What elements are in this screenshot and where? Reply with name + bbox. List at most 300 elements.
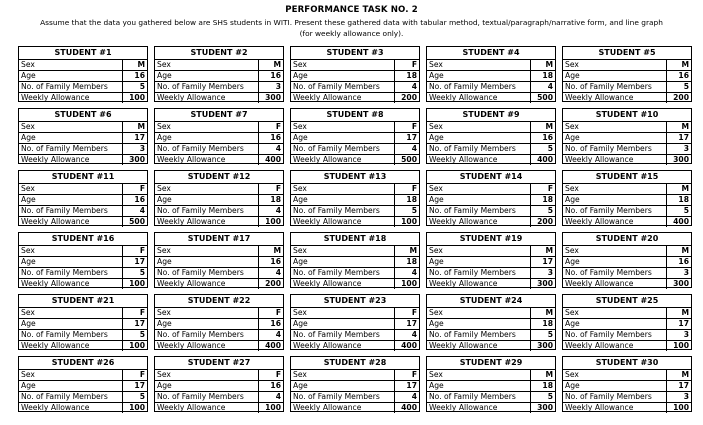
field-value: 4	[411, 82, 417, 91]
field-label: Sex	[563, 246, 667, 256]
field-label: No. of Family Members	[155, 144, 259, 154]
field-row-sex	[19, 122, 147, 133]
field-value: 500	[401, 155, 417, 164]
field-row-age	[291, 71, 419, 82]
field-value: 5	[547, 392, 553, 401]
field-row-age	[291, 381, 419, 392]
field-row-family	[155, 82, 283, 93]
field-value: 100	[401, 279, 417, 288]
field-label: No. of Family Members	[291, 392, 395, 402]
field-value: 17	[134, 319, 145, 328]
field-value: 4	[275, 392, 281, 401]
field-row-family	[155, 392, 283, 403]
field-row-allowance	[19, 217, 147, 227]
field-row-family	[427, 206, 555, 217]
field-value: 17	[134, 133, 145, 142]
field-label: Age	[563, 381, 667, 391]
field-value: 18	[406, 257, 417, 266]
field-value: 18	[270, 195, 281, 204]
field-value: 300	[265, 93, 281, 102]
field-label: No. of Family Members	[19, 392, 123, 402]
field-row-allowance	[563, 155, 691, 165]
student-card	[426, 46, 556, 102]
field-label: Sex	[563, 308, 667, 318]
field-value: 3	[683, 392, 689, 401]
field-row-family	[19, 392, 147, 403]
field-row-allowance	[291, 217, 419, 227]
student-card	[426, 170, 556, 226]
field-row-age	[155, 319, 283, 330]
field-value: 200	[265, 279, 281, 288]
field-row-sex	[291, 122, 419, 133]
field-row-family	[291, 82, 419, 93]
field-value: 4	[411, 144, 417, 153]
field-row-sex	[291, 60, 419, 71]
student-card	[562, 108, 692, 164]
field-value: 300	[129, 155, 145, 164]
field-row-allowance	[19, 155, 147, 165]
student-name: STUDENT #11	[19, 171, 147, 184]
field-label: No. of Family Members	[291, 82, 395, 92]
field-row-age	[563, 195, 691, 206]
field-value: 4	[411, 392, 417, 401]
field-label: Weekly Allowance	[563, 403, 667, 413]
field-row-family	[155, 268, 283, 279]
field-row-allowance	[19, 341, 147, 351]
field-label: Age	[291, 319, 395, 329]
field-row-family	[563, 144, 691, 155]
field-row-age	[19, 381, 147, 392]
field-value: M	[137, 60, 145, 69]
field-value: F	[411, 370, 417, 379]
field-row-age	[19, 71, 147, 82]
field-label: Sex	[291, 60, 395, 70]
field-label: No. of Family Members	[19, 268, 123, 278]
student-card	[426, 294, 556, 350]
student-card	[18, 108, 148, 164]
field-row-sex	[427, 184, 555, 195]
field-value: M	[681, 308, 689, 317]
field-value: M	[137, 122, 145, 131]
field-row-sex	[427, 246, 555, 257]
field-row-allowance	[563, 279, 691, 289]
field-label: Age	[427, 381, 531, 391]
field-label: No. of Family Members	[19, 82, 123, 92]
field-label: Weekly Allowance	[563, 279, 667, 289]
field-row-age	[19, 195, 147, 206]
student-card	[154, 356, 284, 412]
field-label: Weekly Allowance	[563, 341, 667, 351]
field-value: F	[275, 308, 281, 317]
field-value: 400	[673, 217, 689, 226]
student-name: STUDENT #17	[155, 233, 283, 246]
student-name: STUDENT #23	[291, 295, 419, 308]
student-card	[290, 232, 420, 288]
field-label: Sex	[427, 308, 531, 318]
field-label: Weekly Allowance	[19, 217, 123, 227]
field-value: 3	[275, 82, 281, 91]
field-label: Sex	[427, 122, 531, 132]
field-label: No. of Family Members	[427, 392, 531, 402]
field-label: Age	[291, 133, 395, 143]
field-value: 18	[406, 71, 417, 80]
field-label: Weekly Allowance	[563, 93, 667, 103]
field-row-age	[155, 71, 283, 82]
student-card	[562, 46, 692, 102]
student-name: STUDENT #22	[155, 295, 283, 308]
field-row-allowance	[19, 403, 147, 413]
field-value: 17	[134, 381, 145, 390]
student-name: STUDENT #19	[427, 233, 555, 246]
field-value: 400	[401, 341, 417, 350]
field-value: 400	[265, 155, 281, 164]
field-value: 5	[139, 82, 145, 91]
field-value: 100	[265, 217, 281, 226]
student-card	[18, 46, 148, 102]
field-label: Age	[427, 257, 531, 267]
field-label: Weekly Allowance	[19, 93, 123, 103]
field-row-sex	[563, 246, 691, 257]
student-card	[18, 356, 148, 412]
field-row-family	[427, 144, 555, 155]
field-label: Sex	[19, 60, 123, 70]
field-value: 5	[411, 206, 417, 215]
field-row-allowance	[291, 279, 419, 289]
field-value: 17	[406, 381, 417, 390]
field-value: M	[681, 122, 689, 131]
field-row-sex	[427, 370, 555, 381]
field-label: No. of Family Members	[427, 144, 531, 154]
field-label: Sex	[427, 370, 531, 380]
field-row-sex	[291, 370, 419, 381]
field-label: Age	[155, 71, 259, 81]
field-row-sex	[155, 122, 283, 133]
field-row-age	[291, 133, 419, 144]
field-label: Age	[563, 71, 667, 81]
field-row-sex	[427, 122, 555, 133]
page-title: PERFORMANCE TASK NO. 2	[285, 5, 418, 15]
field-row-age	[19, 133, 147, 144]
field-value: 17	[406, 133, 417, 142]
field-row-sex	[155, 184, 283, 195]
field-label: Weekly Allowance	[563, 155, 667, 165]
field-label: No. of Family Members	[155, 330, 259, 340]
field-row-allowance	[563, 403, 691, 413]
field-row-age	[155, 257, 283, 268]
field-row-family	[19, 144, 147, 155]
field-label: Age	[563, 133, 667, 143]
student-name: STUDENT #9	[427, 109, 555, 122]
field-value: 400	[401, 403, 417, 412]
student-name: STUDENT #24	[427, 295, 555, 308]
field-value: 3	[139, 144, 145, 153]
student-name: STUDENT #2	[155, 47, 283, 60]
field-label: Age	[427, 71, 531, 81]
field-value: 17	[542, 257, 553, 266]
field-row-allowance	[155, 403, 283, 413]
field-row-family	[155, 330, 283, 341]
student-name: STUDENT #7	[155, 109, 283, 122]
field-label: No. of Family Members	[563, 268, 667, 278]
field-row-age	[427, 133, 555, 144]
field-value: 100	[129, 341, 145, 350]
field-row-age	[19, 257, 147, 268]
field-label: Age	[427, 133, 531, 143]
field-row-allowance	[155, 217, 283, 227]
field-value: M	[545, 246, 553, 255]
field-row-allowance	[427, 217, 555, 227]
field-label: Sex	[155, 122, 259, 132]
field-label: Age	[155, 133, 259, 143]
field-value: 3	[547, 268, 553, 277]
field-value: M	[681, 184, 689, 193]
field-value: 200	[537, 217, 553, 226]
student-name: STUDENT #27	[155, 357, 283, 370]
student-name: STUDENT #30	[563, 357, 691, 370]
field-label: No. of Family Members	[155, 206, 259, 216]
field-label: No. of Family Members	[563, 330, 667, 340]
field-label: Weekly Allowance	[427, 93, 531, 103]
field-row-age	[155, 133, 283, 144]
field-label: No. of Family Members	[291, 144, 395, 154]
student-name: STUDENT #6	[19, 109, 147, 122]
field-row-sex	[155, 370, 283, 381]
field-value: 18	[542, 381, 553, 390]
student-name: STUDENT #14	[427, 171, 555, 184]
field-row-age	[427, 71, 555, 82]
field-label: Sex	[563, 184, 667, 194]
field-row-family	[427, 392, 555, 403]
field-row-sex	[563, 370, 691, 381]
field-value: F	[411, 122, 417, 131]
field-label: Weekly Allowance	[427, 341, 531, 351]
student-card	[290, 46, 420, 102]
field-value: 5	[139, 392, 145, 401]
field-value: 16	[134, 195, 145, 204]
student-name: STUDENT #28	[291, 357, 419, 370]
field-label: Age	[19, 195, 123, 205]
field-value: 300	[537, 279, 553, 288]
field-value: 18	[542, 71, 553, 80]
field-label: Sex	[155, 60, 259, 70]
field-row-family	[427, 82, 555, 93]
field-row-age	[291, 319, 419, 330]
field-row-family	[563, 330, 691, 341]
field-value: 5	[547, 330, 553, 339]
field-value: 18	[406, 195, 417, 204]
field-row-sex	[427, 308, 555, 319]
field-value: F	[275, 184, 281, 193]
field-value: 200	[673, 93, 689, 102]
field-row-allowance	[427, 93, 555, 103]
field-row-allowance	[563, 93, 691, 103]
instruction-line-1: Assume that the data you gathered below are SHS students in WITI. Present these gathered data with tabular method, textual/paragraph/narrative form, and line graph	[40, 18, 663, 27]
field-value: 17	[678, 133, 689, 142]
student-card	[154, 170, 284, 226]
field-value: 100	[673, 403, 689, 412]
field-value: 16	[270, 257, 281, 266]
field-label: Weekly Allowance	[19, 155, 123, 165]
field-row-age	[291, 195, 419, 206]
field-value: 17	[678, 381, 689, 390]
field-row-age	[427, 381, 555, 392]
field-value: 4	[275, 330, 281, 339]
field-label: Sex	[427, 184, 531, 194]
field-value: F	[275, 122, 281, 131]
field-label: Sex	[19, 122, 123, 132]
student-name: STUDENT #8	[291, 109, 419, 122]
field-label: Age	[155, 257, 259, 267]
field-value: 5	[139, 268, 145, 277]
field-row-allowance	[563, 217, 691, 227]
field-value: 3	[683, 268, 689, 277]
field-value: F	[411, 308, 417, 317]
field-row-family	[155, 144, 283, 155]
field-label: Sex	[291, 246, 395, 256]
field-value: 100	[129, 279, 145, 288]
field-label: Age	[19, 319, 123, 329]
field-row-sex	[19, 370, 147, 381]
field-label: Sex	[19, 246, 123, 256]
field-row-family	[563, 268, 691, 279]
field-value: M	[681, 370, 689, 379]
field-value: 500	[129, 217, 145, 226]
field-value: 4	[275, 268, 281, 277]
field-value: M	[545, 370, 553, 379]
field-value: F	[411, 184, 417, 193]
field-label: Weekly Allowance	[427, 403, 531, 413]
field-row-allowance	[155, 93, 283, 103]
field-label: Sex	[291, 308, 395, 318]
field-row-sex	[563, 308, 691, 319]
student-card	[562, 170, 692, 226]
field-value: 100	[265, 403, 281, 412]
field-value: 17	[678, 319, 689, 328]
field-label: Age	[427, 319, 531, 329]
field-row-allowance	[155, 155, 283, 165]
field-row-age	[155, 195, 283, 206]
field-row-age	[427, 319, 555, 330]
field-label: Weekly Allowance	[427, 279, 531, 289]
field-row-sex	[19, 184, 147, 195]
field-value: 100	[673, 341, 689, 350]
field-row-sex	[427, 60, 555, 71]
student-name: STUDENT #16	[19, 233, 147, 246]
student-name: STUDENT #10	[563, 109, 691, 122]
field-row-allowance	[291, 403, 419, 413]
field-label: Sex	[155, 184, 259, 194]
student-card	[290, 170, 420, 226]
field-row-sex	[155, 246, 283, 257]
field-value: 100	[401, 217, 417, 226]
field-row-age	[563, 133, 691, 144]
field-label: Weekly Allowance	[155, 403, 259, 413]
field-label: No. of Family Members	[155, 392, 259, 402]
field-label: Sex	[291, 184, 395, 194]
field-label: Age	[155, 195, 259, 205]
field-value: 16	[134, 71, 145, 80]
field-row-family	[427, 330, 555, 341]
field-row-family	[19, 206, 147, 217]
field-label: No. of Family Members	[563, 392, 667, 402]
field-value: 500	[537, 93, 553, 102]
field-row-allowance	[563, 341, 691, 351]
field-label: Weekly Allowance	[291, 93, 395, 103]
field-label: No. of Family Members	[291, 268, 395, 278]
field-row-age	[427, 195, 555, 206]
field-row-age	[563, 71, 691, 82]
field-row-allowance	[427, 279, 555, 289]
field-value: M	[273, 60, 281, 69]
student-card	[154, 46, 284, 102]
field-label: Weekly Allowance	[19, 279, 123, 289]
field-row-family	[19, 330, 147, 341]
field-label: No. of Family Members	[291, 330, 395, 340]
field-row-age	[563, 381, 691, 392]
field-value: 4	[547, 82, 553, 91]
field-row-family	[563, 82, 691, 93]
field-label: Weekly Allowance	[291, 155, 395, 165]
field-value: 16	[678, 71, 689, 80]
field-value: M	[545, 308, 553, 317]
field-value: 16	[678, 257, 689, 266]
student-card	[426, 108, 556, 164]
field-row-family	[427, 268, 555, 279]
field-label: No. of Family Members	[563, 206, 667, 216]
field-value: 5	[683, 206, 689, 215]
field-row-sex	[291, 184, 419, 195]
field-value: 16	[270, 133, 281, 142]
field-label: Age	[563, 195, 667, 205]
field-row-family	[19, 268, 147, 279]
field-label: Age	[563, 319, 667, 329]
student-name: STUDENT #25	[563, 295, 691, 308]
field-label: Weekly Allowance	[155, 279, 259, 289]
field-value: 5	[139, 330, 145, 339]
field-label: Age	[19, 381, 123, 391]
field-row-age	[563, 257, 691, 268]
field-row-age	[427, 257, 555, 268]
student-name: STUDENT #18	[291, 233, 419, 246]
instructions	[0, 17, 703, 39]
field-value: 16	[542, 133, 553, 142]
student-name: STUDENT #5	[563, 47, 691, 60]
field-row-family	[155, 206, 283, 217]
field-row-allowance	[427, 403, 555, 413]
field-row-family	[291, 392, 419, 403]
field-label: Age	[291, 71, 395, 81]
field-row-sex	[19, 246, 147, 257]
student-name: STUDENT #13	[291, 171, 419, 184]
field-row-allowance	[291, 341, 419, 351]
student-card	[154, 108, 284, 164]
field-value: 100	[129, 403, 145, 412]
field-value: 17	[406, 319, 417, 328]
field-label: Age	[19, 257, 123, 267]
field-label: No. of Family Members	[563, 144, 667, 154]
field-row-allowance	[291, 155, 419, 165]
field-value: F	[411, 60, 417, 69]
field-row-sex	[563, 60, 691, 71]
student-name: STUDENT #20	[563, 233, 691, 246]
field-value: 200	[401, 93, 417, 102]
field-label: Sex	[427, 60, 531, 70]
field-value: F	[139, 246, 145, 255]
field-row-family	[291, 268, 419, 279]
field-label: Weekly Allowance	[427, 155, 531, 165]
field-label: Sex	[563, 60, 667, 70]
student-card	[154, 232, 284, 288]
